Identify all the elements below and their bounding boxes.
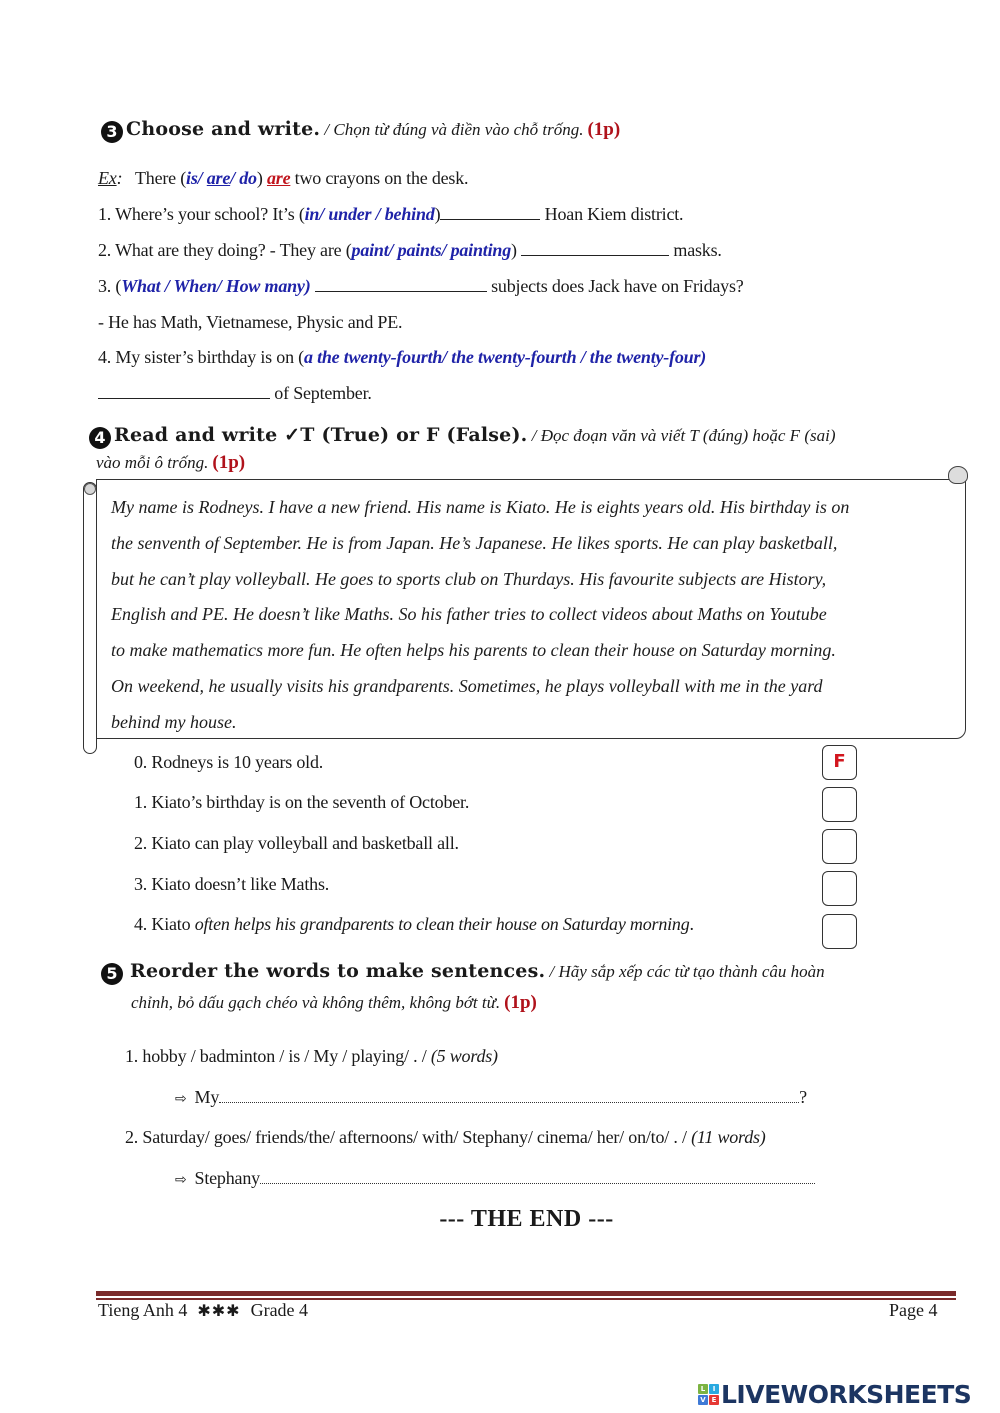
tf-answer-box-4[interactable]	[822, 914, 857, 949]
live-tiles-icon: L I V E	[698, 1384, 719, 1405]
scroll-curl-icon	[948, 466, 968, 484]
section3-heading: 3 Choose and write. / Chọn từ đúng và điền vào chỗ trống. (1p)	[101, 118, 620, 143]
scroll-curl-icon	[84, 483, 96, 495]
tf-answer-box-1[interactable]	[822, 787, 857, 822]
section-number-icon: 5	[101, 963, 123, 985]
question-3-4-continued: of September.	[98, 381, 372, 405]
answer-blank[interactable]	[521, 239, 669, 256]
question-3-1: 1. Where’s your school? It’s (in/ under / behind) Hoan Kiem district.	[98, 204, 684, 224]
section3-points: (1p)	[587, 119, 621, 140]
answer-dotted-line[interactable]	[219, 1088, 799, 1103]
arrow-right-icon: ⇨	[175, 1091, 187, 1107]
answer-dotted-line[interactable]	[260, 1169, 815, 1184]
footer-rule	[96, 1291, 956, 1296]
statement-1: 1. Kiato’s birthday is on the seventh of October.	[134, 792, 470, 812]
question-3-4: 4. My sister’s birthday is on (a the twenty-fourth/ the twenty-fourth / the twenty-four)	[98, 347, 707, 367]
section4-title: Read and write ✓T (True) or F (False).	[114, 424, 528, 446]
section-number-icon: 3	[101, 121, 123, 143]
section5-title: Reorder the words to make sentences.	[130, 960, 546, 982]
brand-name: LIVEWORKSHEETS	[721, 1379, 972, 1409]
reorder-answer-2: ⇨ Stephany	[175, 1166, 815, 1192]
scroll-rod-icon	[83, 482, 97, 754]
liveworksheets-logo	[698, 1380, 971, 1408]
statement-0: 0. Rodneys is 10 years old.	[134, 752, 324, 772]
footer-left: Tieng Anh 4 ✱✱✱ Grade 4	[98, 1300, 309, 1320]
tf-answer-box-3[interactable]	[822, 871, 857, 906]
answer-blank[interactable]	[315, 275, 487, 292]
section4-heading: 4 Read and write ✓T (True) or F (False). / Đọc đoạn văn và viết T (đúng) hoặc F (sai)	[89, 424, 835, 449]
section4-heading-line2: vào mỗi ô trống. (1p)	[96, 452, 246, 473]
answer-blank[interactable]	[98, 382, 270, 399]
statement-4: 4. Kiato often helps his grandparents to clean their house on Saturday morning.	[134, 914, 694, 934]
reading-passage: My name is Rodneys. I have a new friend. His name is Kiato. He is eights years old. His birthday is on the senventh of September. He is from Japan. He’s Japanese. He likes sports. He can play basketball, but he can’t play volleyball. He goes to sports club on Thurdays. His favourite subjects are History, English and PE. He doesn’t like Maths. So his father tries to collect videos about Maths on Youtube to make mathematics more fun. He often helps his parents to clean their house on Saturday morning. On weekend, he usually visits his grandparents. Sometimes, he plays volleyball with me in the yard behind my house.	[111, 497, 850, 732]
section3-title: Choose and write.	[126, 118, 321, 140]
statement-2: 2. Kiato can play volleyball and basketball all.	[134, 833, 459, 853]
section4-points: (1p)	[212, 452, 246, 473]
answer-blank[interactable]	[440, 203, 540, 220]
section-number-icon: 4	[89, 427, 111, 449]
section5-points: (1p)	[504, 992, 537, 1013]
reorder-item-2: 2. Saturday/ goes/ friends/the/ afternoons/ with/ Stephany/ cinema/ her/ on/to/ . / (11 words)	[125, 1127, 766, 1147]
arrow-right-icon: ⇨	[175, 1172, 187, 1188]
section5-heading: 5 Reorder the words to make sentences. / Hãy sắp xếp các từ tạo thành câu hoàn	[101, 960, 825, 985]
example-line: Ex: There (is/ are/ do) are two crayons on the desk.	[98, 168, 469, 188]
tf-answer-box-2[interactable]	[822, 829, 857, 864]
the-end-text: --- THE END ---	[439, 1206, 614, 1232]
statement-3: 3. Kiato doesn’t like Maths.	[134, 874, 330, 894]
question-3-2: 2. What are they doing? - They are (paint/ paints/ painting) masks.	[98, 240, 722, 260]
section5-heading-line2: chỉnh, bỏ dấu gạch chéo và không thêm, không bớt từ. (1p)	[131, 992, 537, 1013]
question-3-3-answer-line: - He has Math, Vietnamese, Physic and PE.	[98, 312, 403, 332]
question-3-3: 3. (What / When/ How many) subjects does Jack have on Fridays?	[98, 276, 744, 296]
tf-answer-box-0: F	[822, 745, 857, 780]
section3-vi-instruction: Chọn từ đúng và điền vào chỗ trống.	[333, 120, 584, 139]
example-answer: are	[266, 168, 291, 188]
footer-page: Page 4	[889, 1300, 938, 1320]
reorder-answer-1: ⇨ My ?	[175, 1087, 807, 1107]
reorder-item-1: 1. hobby / badminton / is / My / playing/ . / (5 words)	[125, 1046, 498, 1066]
stars-icon: ✱✱✱	[197, 1301, 241, 1320]
